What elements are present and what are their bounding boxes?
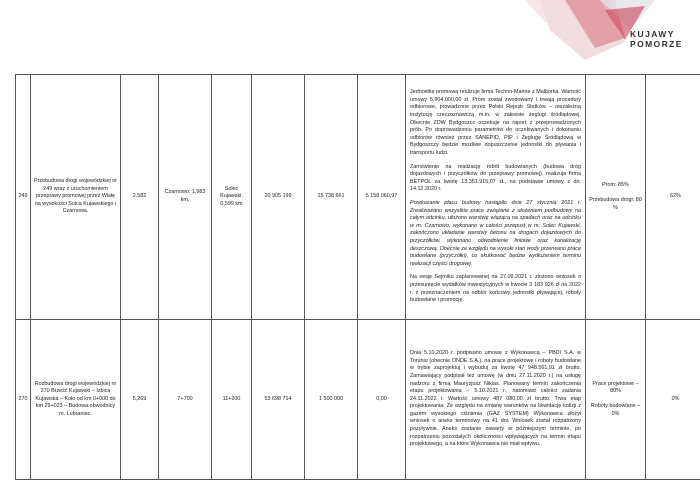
- section-a: 7+700: [159, 320, 212, 480]
- logo-line-1: KUJAWY: [630, 29, 675, 39]
- length-km: 5,269: [121, 320, 159, 480]
- progress-percent: 62%: [646, 75, 700, 320]
- description-paragraph: Dnia 5.10.2020 r. podpisano umowę z Wykonawcą – PBDI S.A. w Toruniu (obecnie ONDE S.A.), na prace projektowe i roboty budowlane w trybie zaprojektuj i wybuduj za kwotę 47 948.561,91 zł brutto. Zamawiający podpisał też umowę (w dniu 27.11.2020 r.) na usługę nadzoru z firmą Mauryzjusz Niklas. Planowany termin zakończenia etapu projektowania – 5.10.2021 r., natomiast całości zadania 24.11.2022 r. Wartość umowy 487 080,00 zł brutto. Trwa etap projektowania. Ze względu na zmianę warunków na likwidację kolizji z gazem wysokiego ciśnienia (GAZ SYSTEM) Wykonawca złożył wniosek o aneks terminowy na 41 dni. Wniosek został rozpatrzony pozytywnie. Aneks zostanie zawarty w późniejszym terminie, po rozpatrzeniu pozostałych okoliczności wpływających na termin etapu projektowego, a na które Wykonawca nie miał wpływu.: [410, 350, 581, 448]
- description-paragraph: Na sesję Sejmiku zaplanowanej na 27.09.2021 r. złożono wniosek o przesunięcie wydatków inwestycyjnych w kwocie 3 183 926 zł na 2022 r. z przeznaczeniem na odbiór końcowy jednostki pływającej, roboty budowlane i promocję.: [410, 274, 581, 304]
- description-paragraph: Zamówienie na realizację robót budowlanych (budowa dróg dojazdowych i przyczółków do przeprawy promowej), realizuje firma BETPOL za kwotę 13.351.915,07 zł., na podstawie umowy z dn. 14.12.2020 r.: [410, 163, 581, 193]
- table-row: [16, 75, 700, 320]
- section-b: 11+200: [212, 320, 252, 480]
- value-spent: 0,00: [358, 320, 406, 480]
- description-paragraph: Przekazanie placu budowy nastąpiło dnia 27 stycznia 2021 r. Zrealizowano wszystkie prace związane z ułożeniem podbudowy na całym odcinku, ułożono warstwę wiążącą na spadach oraz na odcinku w m. Czarnowo, wykonano w całości przepust w m. Solec Kujawski, zakończono układanie warstwy betonu na drogach dojazdowych do przyczółków, wykonano odwodnienie liniowe oraz kanalizację deszczową. Obecnie ze względu na wysoki stan wody przerwano prace budowlane (przyczółki), co skutkować będzie wydłużeniem terminu realizacji części drogowej.: [410, 200, 581, 267]
- logo-text: [630, 29, 683, 49]
- progress-status: Prom: 85% Przebudowa drogi: 80 %: [586, 75, 646, 320]
- length-km: 2,582: [121, 75, 159, 320]
- value-eu: 1 500 000: [305, 320, 358, 480]
- value-eu: 15 738 661: [305, 75, 358, 320]
- progress-percent: 0%: [646, 320, 700, 480]
- section-b: Solec Kujawski: 0,599 km: [212, 75, 252, 320]
- progress-status: Prace projektowe – 80% Roboty budowlane – 0%: [586, 320, 646, 480]
- description: [406, 320, 586, 480]
- description: [406, 75, 586, 320]
- task-name: Rozbudowa drogi wojewódzkiej nr 270 Brześć Kujawski – Izbica Kujawska – Koło od km 0+000 do km 29+023 – Budowa obwodnicy m. Lubraniec.: [31, 320, 121, 480]
- value-total: 20 905 199: [252, 75, 305, 320]
- value-spent: 5 158 060,97: [358, 75, 406, 320]
- value-total: 53 698 714: [252, 320, 305, 480]
- row-lp: 270: [16, 320, 31, 480]
- task-name: Przebudowa drogi wojewódzkiej nr 249 wraz z uruchomieniem przeprawy promowej przez Wisłę na wysokości Solca Kujawskiego i Czarnowa.: [31, 75, 121, 320]
- investment-table: [15, 74, 700, 480]
- table-row: [16, 320, 700, 480]
- description-paragraph: Jednostkę promową realizuje firma Techno-Marine z Malborka. Wartość umowy 5.904.000,00 zł. Prom został zwodowany i trwają procedury odbiorowe, prowadzone przez Polski Rejestr Statków – niezależną instytucję rzeczoznawczą m.in. w zakresie żeglugi śródlądowej. Obecnie ZDW Bydgoszcz oczekuje na raport z przeprowadzonych prób. Po doprowadzeniu parametrów do oczekiwanych i dokonaniu odbiorów również przez SANEPID, PIP i Żeglugę Śródlądową w Bydgoszczy będzie możliwe dopuszczenie jednostki do pływania i transportu ludzi.: [410, 89, 581, 157]
- section-a: Czarnowo: 1,983 km,: [159, 75, 212, 320]
- row-lp: 249: [16, 75, 31, 320]
- logo-line-2: POMORZE: [630, 39, 683, 49]
